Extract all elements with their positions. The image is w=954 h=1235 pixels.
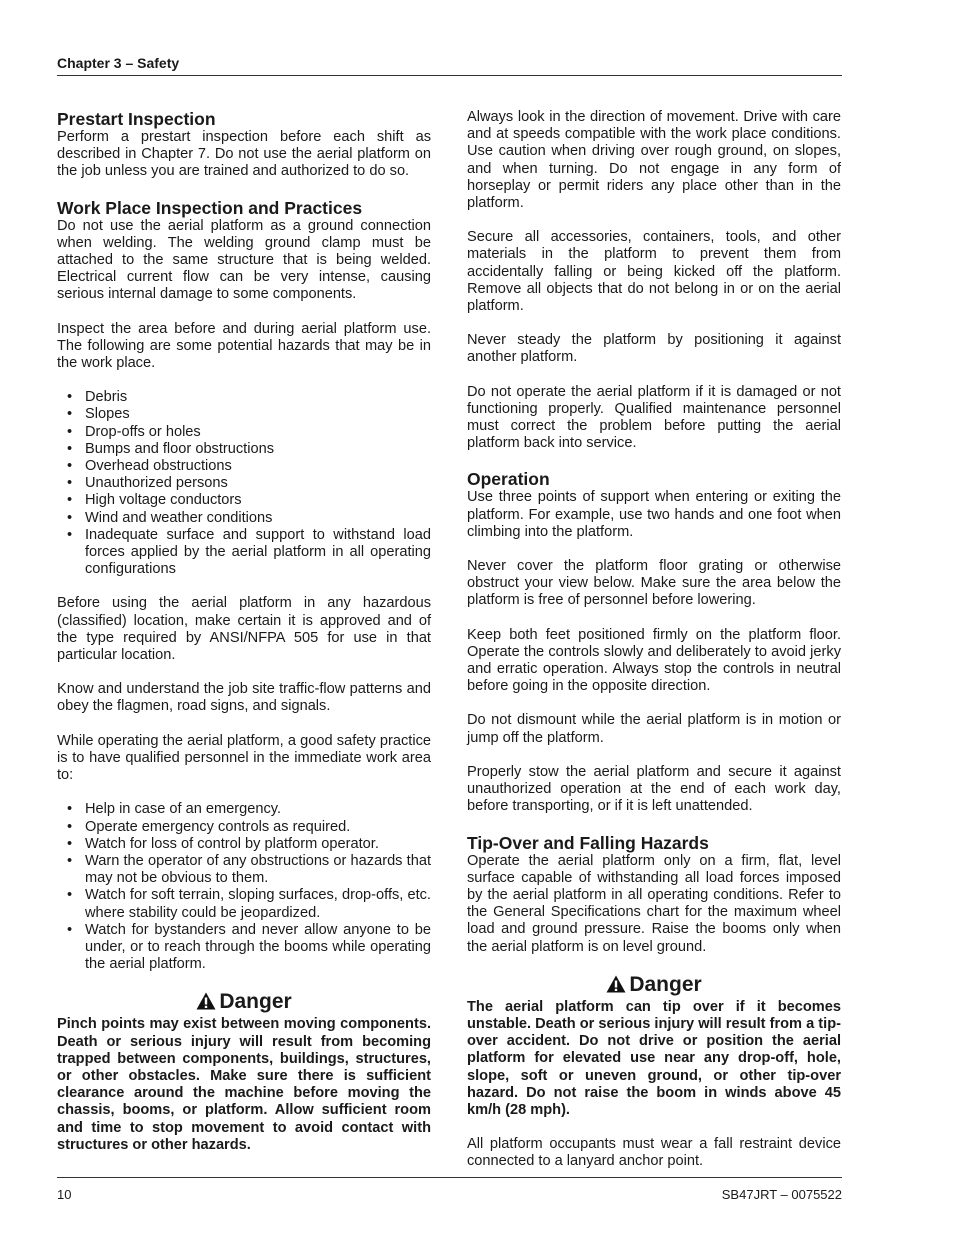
- list-item: • Slopes: [57, 406, 431, 423]
- operation-paragraph: Keep both feet positioned firmly on the platform floor. Operate the controls slowly and deliberately to avoid jerky and erratic operation. Always stop the controls in neutral before going in the opposite direction.: [467, 626, 841, 695]
- warning-triangle-icon: [196, 992, 216, 1010]
- movement-paragraph: Always look in the direction of movement. Drive with care and at speeds compatible with the work place conditions. Use caution when driving over rough ground, on slopes, and when turning. Do not engage in any form of horseplay or permit riders any place other than in the platform.: [467, 109, 841, 212]
- list-item: • Operate emergency controls as required.: [57, 819, 431, 836]
- danger-heading: [57, 990, 431, 1014]
- list-item: • Overhead obstructions: [57, 458, 431, 475]
- list-item: • Debris: [57, 389, 431, 406]
- workplace-heading: Work Place Inspection and Practices: [57, 197, 363, 218]
- warning-triangle-icon: [606, 975, 626, 993]
- personnel-paragraph: While operating the aerial platform, a good safety practice is to have qualified personnel in the immediate work area to:: [57, 732, 431, 784]
- danger-text: The aerial platform can tip over if it becomes unstable. Death or serious injury will result from a tip-over accident. Do not drive or position the aerial platform for elevated use near any drop-off, hole, slope, soft or uneven ground, or other tip-over hazard. Do not raise the boom in winds above 45 km/h (28 mph).: [467, 998, 841, 1118]
- list-item: • Watch for loss of control by platform operator.: [57, 836, 431, 853]
- list-item: • Warn the operator of any obstructions or hazards that may not be obvious to them.: [57, 853, 431, 887]
- damaged-platform-paragraph: Do not operate the aerial platform if it is damaged or not functioning properly. Qualified maintenance personnel must correct the problem before putting the aerial platform back into service.: [467, 383, 841, 452]
- operation-paragraph: Properly stow the aerial platform and secure it against unauthorized operation at the end of each work day, before transporting, or if it is left unattended.: [467, 763, 841, 815]
- operation-paragraph: Do not dismount while the aerial platform is in motion or jump off the platform.: [467, 712, 841, 746]
- header-divider: [57, 75, 842, 76]
- list-item: • High voltage conductors: [57, 492, 431, 509]
- hazard-list: [57, 389, 431, 578]
- danger-label: Danger: [219, 990, 292, 1014]
- list-item: • Unauthorized persons: [57, 475, 431, 492]
- operation-heading: Operation: [467, 469, 550, 490]
- chapter-title: Chapter 3 – Safety: [57, 55, 180, 71]
- right-column: [467, 109, 841, 1188]
- list-item: • Wind and weather conditions: [57, 510, 431, 527]
- secure-accessories-paragraph: Secure all accessories, containers, tools, and other materials in the platform to prevent them from accidentally falling or being kicked off the platform. Remove all objects that do not belong in or on the aerial platform.: [467, 229, 841, 315]
- tipover-heading: Tip-Over and Falling Hazards: [467, 832, 709, 853]
- list-item: • Bumps and floor obstructions: [57, 441, 431, 458]
- left-column: [57, 109, 431, 1171]
- list-item: • Drop-offs or holes: [57, 424, 431, 441]
- footer-divider: [57, 1177, 842, 1178]
- list-item: • Help in case of an emergency.: [57, 801, 431, 818]
- tipover-paragraph: Operate the aerial platform only on a firm, flat, level surface capable of withstanding all load forces imposed by the aerial platform in all operating conditions. Refer to the General Specifications chart for the maximum wheel load and ground pressure. Raise the booms only when the aerial platform is on level ground.: [467, 852, 841, 955]
- inspect-paragraph: Inspect the area before and during aerial platform use. The following are some potential hazards that may be in the work place.: [57, 320, 431, 372]
- traffic-paragraph: Know and understand the job site traffic-flow patterns and obey the flagmen, road signs, and signals.: [57, 681, 431, 715]
- operation-paragraph: Never cover the platform floor grating or otherwise obstruct your view below. Make sure the area below the platform is free of personnel before lowering.: [467, 558, 841, 609]
- welding-paragraph: Do not use the aerial platform as a ground connection when welding. The welding ground clamp must be attached to the same structure that is being welded. Electrical current flow can be very intense, causing serious internal damage to some components.: [57, 217, 431, 303]
- danger-heading: [467, 973, 841, 997]
- list-item: • Inadequate surface and support to withstand load forces applied by the aerial platform in all operating configurations: [57, 527, 431, 579]
- page-number: 10: [57, 1187, 72, 1202]
- danger-text: Pinch points may exist between moving components. Death or serious injury will result from becoming trapped between components, buildings, structures, or other obstacles. Make sure there is sufficient clearance around the machine before moving the chassis, booms, or platform. Allow sufficient room and time to stop movement to avoid contact with structures or other hazards.: [57, 1016, 431, 1153]
- prestart-heading: Prestart Inspection: [57, 109, 216, 129]
- fall-restraint-paragraph: All platform occupants must wear a fall restraint device connected to a lanyard anchor point.: [467, 1136, 841, 1170]
- document-id: SB47JRT – 0075522: [721, 1187, 842, 1202]
- list-item: • Watch for soft terrain, sloping surfaces, drop-offs, etc. where stability could be jeopardized.: [57, 887, 431, 921]
- operation-paragraph: Use three points of support when entering or exiting the platform. For example, use two hands and one foot when climbing into the platform.: [467, 489, 841, 540]
- hazardous-location-paragraph: Before using the aerial platform in any hazardous (classified) location, make certain it is approved and of the type required by ANSI/NFPA 505 for use in that particular location.: [57, 595, 431, 664]
- list-item: • Watch for bystanders and never allow anyone to be under, or to reach through the booms while operating the aerial platform.: [57, 922, 431, 974]
- prestart-paragraph: Perform a prestart inspection before each shift as described in Chapter 7. Do not use the aerial platform on the job unless you are trained and authorized to do so.: [57, 129, 431, 180]
- danger-label: Danger: [629, 972, 702, 996]
- steady-platform-paragraph: Never steady the platform by positioning it against another platform.: [467, 332, 841, 366]
- duties-list: [57, 801, 431, 973]
